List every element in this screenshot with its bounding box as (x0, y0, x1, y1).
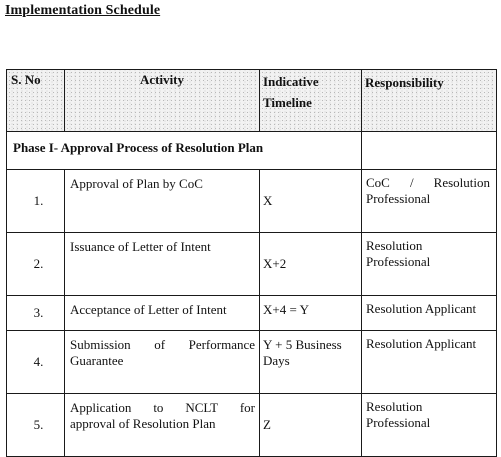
row-timeline: X+4 = Y (260, 296, 362, 331)
row-activity (65, 394, 260, 457)
row-timeline: X (260, 170, 362, 233)
responsibility-coc: CoC (366, 175, 390, 190)
table-row (7, 296, 497, 331)
row-sno: 2. (7, 233, 65, 296)
implementation-schedule-table (6, 69, 497, 457)
responsibility-resolution: Resolution (433, 175, 490, 190)
table-row (7, 170, 497, 233)
header-timeline-line2: Timeline (263, 95, 312, 110)
header-activity-label: Activity (139, 72, 185, 87)
header-timeline-line1: Indicative (263, 74, 319, 89)
responsibility-line2: Professional (366, 414, 431, 430)
activity-line2: Guarantee (70, 352, 124, 368)
responsibility-separator: / (409, 175, 414, 190)
header-responsibility-label: Responsibility (365, 75, 444, 90)
row-timeline: Z (260, 394, 362, 457)
row-sno: 1. (7, 170, 65, 233)
header-responsibility (362, 70, 497, 132)
row-timeline (260, 331, 362, 394)
row-responsibility (362, 170, 497, 233)
table-row (7, 233, 497, 296)
row-responsibility: Resolution Applicant (362, 331, 497, 394)
row-activity (65, 331, 260, 394)
header-sno (7, 70, 65, 132)
table-row (7, 394, 497, 457)
activity-line2: approval of Resolution Plan (70, 415, 216, 431)
timeline-line1: Y + 5 Business (263, 337, 342, 352)
phase-label: Phase I- Approval Process of Resolution Plan (7, 132, 362, 170)
row-responsibility (362, 233, 497, 296)
row-responsibility (362, 394, 497, 457)
row-sno: 4. (7, 331, 65, 394)
responsibility-line2: Professional (366, 190, 431, 206)
row-responsibility: Resolution Applicant (362, 296, 497, 331)
row-activity: Approval of Plan by CoC (65, 170, 260, 233)
row-sno: 3. (7, 296, 65, 331)
table-row (7, 331, 497, 394)
header-timeline (260, 70, 362, 132)
row-activity: Acceptance of Letter of Intent (65, 296, 260, 331)
row-sno: 5. (7, 394, 65, 457)
row-activity: Issuance of Letter of Intent (65, 233, 260, 296)
responsibility-line1: Resolution (366, 399, 423, 414)
phase-row (7, 132, 497, 170)
responsibility-line2: Professional (366, 253, 431, 269)
header-activity (65, 70, 260, 132)
responsibility-line1 (366, 175, 494, 191)
header-sno-label: S. No (11, 72, 41, 87)
row-timeline: X+2 (260, 233, 362, 296)
responsibility-line1: Resolution (366, 238, 423, 253)
table-header-row (7, 70, 497, 132)
activity-line1: Submission of Performance (70, 337, 255, 352)
activity-line1: Application to NCLT for (70, 400, 255, 415)
phase-row-empty-cell (362, 132, 497, 170)
timeline-line2: Days (263, 352, 290, 368)
document-title: Implementation Schedule (5, 3, 161, 18)
